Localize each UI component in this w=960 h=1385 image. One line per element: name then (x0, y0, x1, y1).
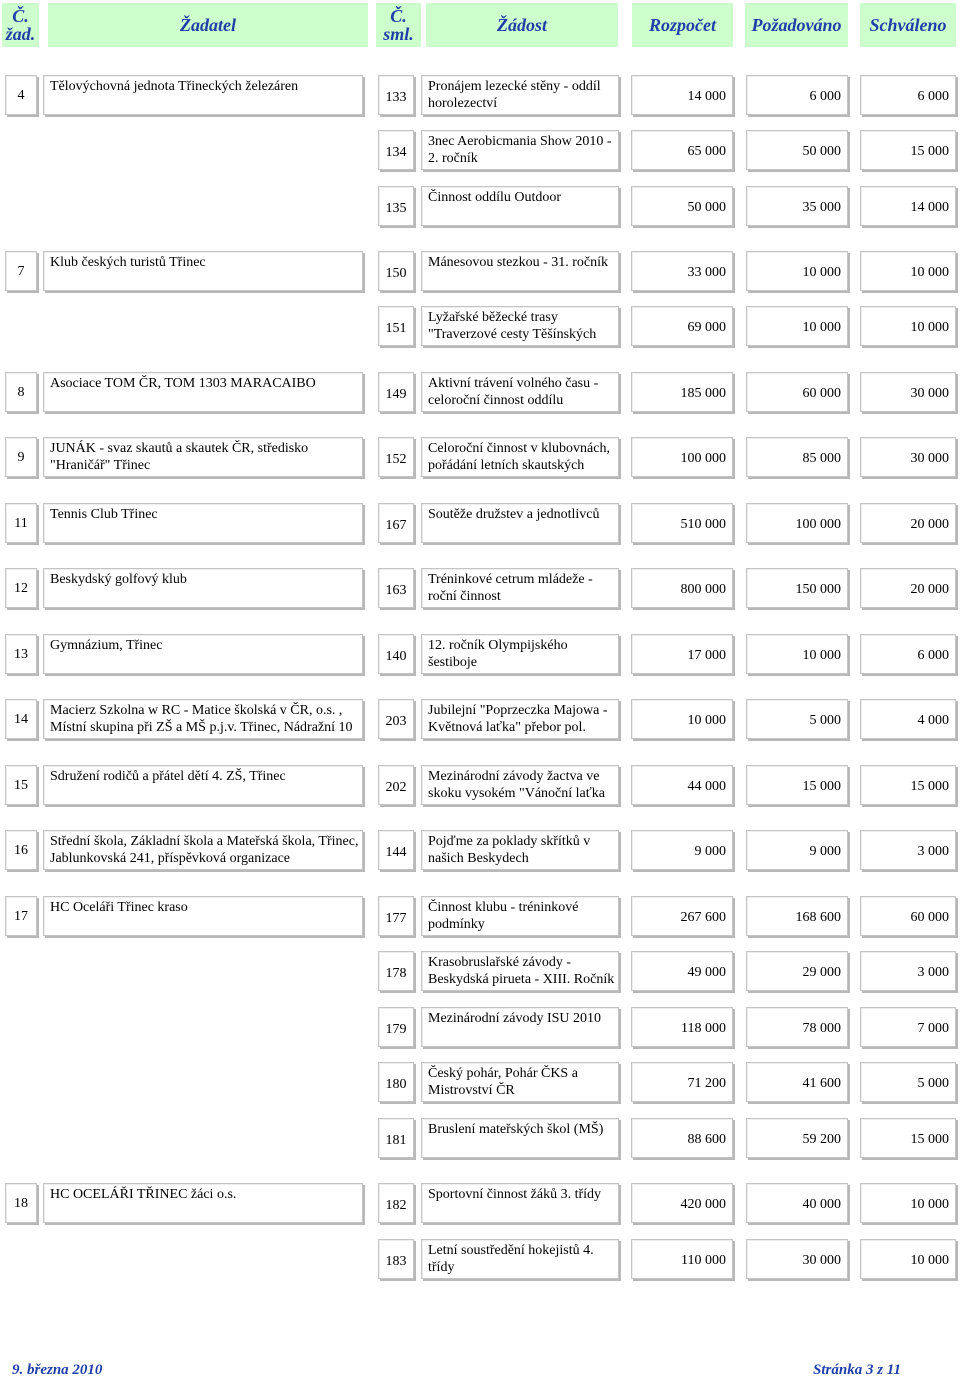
cell-pozadovano: 29 000 (746, 951, 848, 991)
cell-schvaleno: 60 000 (860, 896, 956, 936)
cell-zadost: Pojďme za poklady skřítků v našich Beskydech (421, 830, 619, 870)
cell-schvaleno: 15 000 (860, 765, 956, 805)
cell-pozadovano: 15 000 (746, 765, 848, 805)
cell-schvaleno: 6 000 (860, 75, 956, 115)
cell-rozpocet: 33 000 (631, 251, 733, 291)
cell-zadatel: Tennis Club Třinec (43, 503, 363, 543)
cell-cislo-smlouvy: 149 (378, 372, 414, 412)
cell-zadost: Aktivní trávení volného času - celoroční činnost oddílu (421, 372, 619, 412)
cell-pozadovano: 50 000 (746, 130, 848, 170)
cell-pozadovano: 150 000 (746, 568, 848, 608)
cell-cislo-smlouvy: 152 (378, 437, 414, 477)
cell-cislo-zadatele: 9 (5, 437, 37, 477)
cell-schvaleno: 30 000 (860, 437, 956, 477)
cell-rozpocet: 110 000 (631, 1239, 733, 1279)
cell-rozpocet: 65 000 (631, 130, 733, 170)
cell-schvaleno: 10 000 (860, 1183, 956, 1223)
cell-zadatel: Klub českých turistů Třinec (43, 251, 363, 291)
header-cislo-smlouvy: Č. sml. (376, 3, 421, 47)
cell-rozpocet: 10 000 (631, 699, 733, 739)
cell-cislo-smlouvy: 144 (378, 830, 414, 870)
cell-rozpocet: 185 000 (631, 372, 733, 412)
cell-schvaleno: 20 000 (860, 568, 956, 608)
cell-schvaleno: 20 000 (860, 503, 956, 543)
cell-pozadovano: 10 000 (746, 306, 848, 346)
cell-rozpocet: 9 000 (631, 830, 733, 870)
cell-cislo-zadatele: 7 (5, 251, 37, 291)
cell-cislo-smlouvy: 179 (378, 1007, 414, 1047)
cell-zadatel: HC Oceláři Třinec kraso (43, 896, 363, 936)
cell-rozpocet: 14 000 (631, 75, 733, 115)
cell-cislo-smlouvy: 135 (378, 186, 414, 226)
cell-cislo-smlouvy: 150 (378, 251, 414, 291)
cell-cislo-smlouvy: 140 (378, 634, 414, 674)
cell-pozadovano: 78 000 (746, 1007, 848, 1047)
cell-cislo-zadatele: 18 (5, 1183, 37, 1223)
cell-cislo-zadatele: 8 (5, 372, 37, 412)
cell-schvaleno: 4 000 (860, 699, 956, 739)
cell-zadost: Pronájem lezecké stěny - oddíl horolezectví (421, 75, 619, 115)
header-zadatel: Žadatel (48, 3, 368, 47)
cell-schvaleno: 3 000 (860, 830, 956, 870)
cell-cislo-smlouvy: 134 (378, 130, 414, 170)
cell-cislo-zadatele: 11 (5, 503, 37, 543)
cell-cislo-smlouvy: 133 (378, 75, 414, 115)
cell-zadatel: Beskydský golfový klub (43, 568, 363, 608)
cell-pozadovano: 9 000 (746, 830, 848, 870)
cell-zadost: Mánesovou stezkou - 31. ročník (421, 251, 619, 291)
cell-rozpocet: 118 000 (631, 1007, 733, 1047)
cell-cislo-zadatele: 12 (5, 568, 37, 608)
cell-cislo-smlouvy: 180 (378, 1062, 414, 1102)
header-schvaleno: Schváleno (860, 3, 956, 47)
cell-schvaleno: 10 000 (860, 251, 956, 291)
header-pozadovano: Požadováno (745, 3, 848, 47)
cell-zadatel: Střední škola, Základní škola a Mateřská škola, Třinec, Jablunkovská 241, příspěvková organizace (43, 830, 363, 870)
cell-rozpocet: 420 000 (631, 1183, 733, 1223)
cell-cislo-smlouvy: 163 (378, 568, 414, 608)
cell-cislo-smlouvy: 177 (378, 896, 414, 936)
cell-cislo-zadatele: 16 (5, 830, 37, 870)
cell-cislo-smlouvy: 181 (378, 1118, 414, 1158)
cell-zadatel: Gymnázium, Třinec (43, 634, 363, 674)
cell-zadost: Lyžařské běžecké trasy "Traverzové cesty Těšínských (421, 306, 619, 346)
cell-schvaleno: 5 000 (860, 1062, 956, 1102)
cell-pozadovano: 59 200 (746, 1118, 848, 1158)
cell-schvaleno: 3 000 (860, 951, 956, 991)
cell-cislo-zadatele: 4 (5, 75, 37, 115)
cell-pozadovano: 35 000 (746, 186, 848, 226)
cell-pozadovano: 60 000 (746, 372, 848, 412)
cell-zadost: Soutěže družstev a jednotlivců (421, 503, 619, 543)
cell-pozadovano: 168 600 (746, 896, 848, 936)
cell-zadost: Činnost oddílu Outdoor (421, 186, 619, 226)
cell-zadatel: Asociace TOM ČR, TOM 1303 MARACAIBO (43, 372, 363, 412)
cell-cislo-zadatele: 15 (5, 765, 37, 805)
cell-zadost: Mezinárodní závody žactva ve skoku vysokém "Vánoční laťka (421, 765, 619, 805)
cell-cislo-smlouvy: 183 (378, 1239, 414, 1279)
cell-zadatel: HC OCELÁŘI TŘINEC žáci o.s. (43, 1183, 363, 1223)
cell-rozpocet: 69 000 (631, 306, 733, 346)
cell-zadost: Tréninkové cetrum mládeže - roční činnost (421, 568, 619, 608)
cell-rozpocet: 50 000 (631, 186, 733, 226)
cell-cislo-zadatele: 13 (5, 634, 37, 674)
cell-zadost: 3nec Aerobicmania Show 2010 - 2. ročník (421, 130, 619, 170)
cell-pozadovano: 5 000 (746, 699, 848, 739)
cell-cislo-smlouvy: 178 (378, 951, 414, 991)
header-rozpocet: Rozpočet (632, 3, 733, 47)
cell-schvaleno: 15 000 (860, 130, 956, 170)
cell-pozadovano: 85 000 (746, 437, 848, 477)
cell-zadost: Bruslení mateřských škol (MŠ) (421, 1118, 619, 1158)
cell-rozpocet: 71 200 (631, 1062, 733, 1102)
cell-zadost: Celoroční činnost v klubovnách, pořádání letních skautských (421, 437, 619, 477)
cell-schvaleno: 6 000 (860, 634, 956, 674)
cell-zadost: Letní soustředění hokejistů 4. třídy (421, 1239, 619, 1279)
cell-schvaleno: 30 000 (860, 372, 956, 412)
cell-schvaleno: 15 000 (860, 1118, 956, 1158)
cell-cislo-zadatele: 17 (5, 896, 37, 936)
cell-cislo-zadatele: 14 (5, 699, 37, 739)
cell-rozpocet: 100 000 (631, 437, 733, 477)
cell-pozadovano: 100 000 (746, 503, 848, 543)
cell-zadost: 12. ročník Olympijského šestiboje (421, 634, 619, 674)
cell-pozadovano: 40 000 (746, 1183, 848, 1223)
cell-rozpocet: 17 000 (631, 634, 733, 674)
cell-rozpocet: 49 000 (631, 951, 733, 991)
cell-cislo-smlouvy: 167 (378, 503, 414, 543)
cell-zadost: Činnost klubu - tréninkové podmínky (421, 896, 619, 936)
cell-pozadovano: 10 000 (746, 634, 848, 674)
cell-rozpocet: 800 000 (631, 568, 733, 608)
cell-cislo-smlouvy: 203 (378, 699, 414, 739)
cell-zadost: Krasobruslařské závody - Beskydská pirueta - XIII. Ročník (421, 951, 619, 991)
cell-pozadovano: 10 000 (746, 251, 848, 291)
cell-rozpocet: 267 600 (631, 896, 733, 936)
cell-zadost: Jubilejní "Poprzeczka Majowa - Květnová laťka" přebor pol. (421, 699, 619, 739)
cell-cislo-smlouvy: 202 (378, 765, 414, 805)
cell-schvaleno: 10 000 (860, 1239, 956, 1279)
cell-pozadovano: 6 000 (746, 75, 848, 115)
cell-zadost: Český pohár, Pohár ČKS a Mistrovství ČR (421, 1062, 619, 1102)
cell-schvaleno: 14 000 (860, 186, 956, 226)
cell-schvaleno: 10 000 (860, 306, 956, 346)
cell-rozpocet: 510 000 (631, 503, 733, 543)
cell-pozadovano: 41 600 (746, 1062, 848, 1102)
footer-date: 9. března 2010 (12, 1362, 103, 1378)
cell-rozpocet: 88 600 (631, 1118, 733, 1158)
cell-schvaleno: 7 000 (860, 1007, 956, 1047)
cell-zadatel: Macierz Szkolna w RC - Matice školská v ČR, o.s. , Místní skupina při ZŠ a MŠ p.j.v. Třinec, Nádražní 10 (43, 699, 363, 739)
header-zadost: Žádost (426, 3, 618, 47)
cell-zadost: Sportovní činnost žáků 3. třídy (421, 1183, 619, 1223)
cell-cislo-smlouvy: 182 (378, 1183, 414, 1223)
cell-zadatel: Sdružení rodičů a přátel dětí 4. ZŠ, Třinec (43, 765, 363, 805)
cell-rozpocet: 44 000 (631, 765, 733, 805)
cell-pozadovano: 30 000 (746, 1239, 848, 1279)
footer-page-number: Stránka 3 z 11 (813, 1362, 901, 1378)
header-cislo-zadatele: Č. žad. (2, 3, 39, 47)
cell-cislo-smlouvy: 151 (378, 306, 414, 346)
cell-zadost: Mezinárodní závody ISU 2010 (421, 1007, 619, 1047)
cell-zadatel: JUNÁK - svaz skautů a skautek ČR, středisko "Hraničář" Třinec (43, 437, 363, 477)
cell-zadatel: Tělovýchovná jednota Třineckých železáren (43, 75, 363, 115)
